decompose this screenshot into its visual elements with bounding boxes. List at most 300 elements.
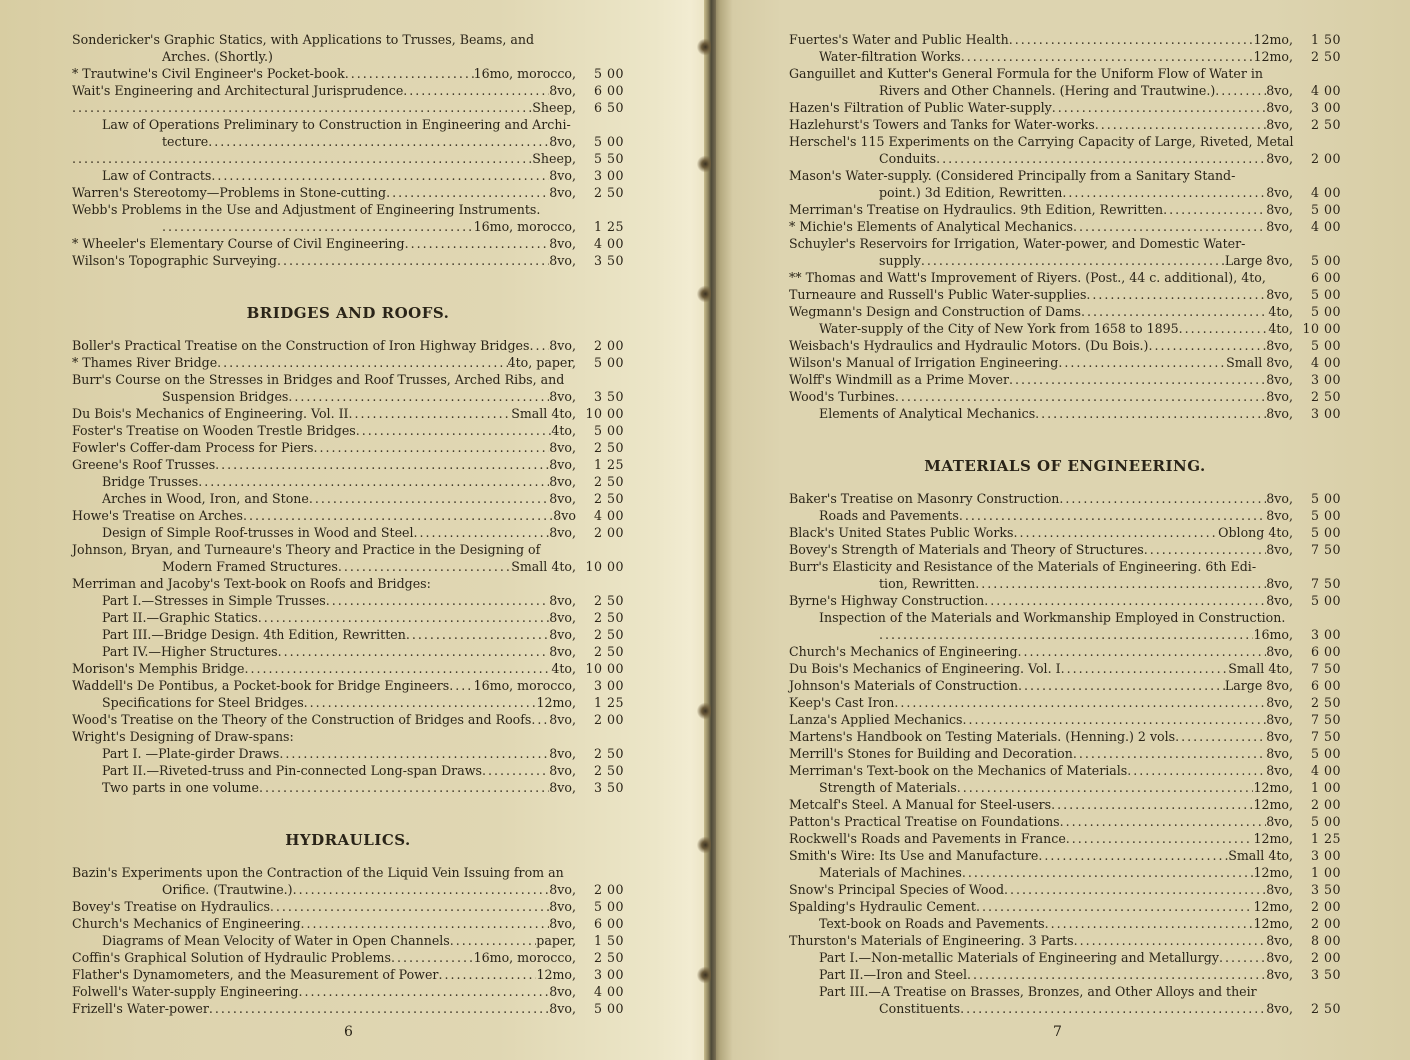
catalog-entry [72, 371, 624, 405]
entry-line [789, 813, 1341, 830]
entry-line [789, 1000, 1341, 1017]
dot-leader [962, 864, 1254, 881]
entry-line [72, 643, 624, 660]
entry-title: Byrne's Highway Construction [789, 593, 985, 608]
entry-price: 6 00 [593, 916, 624, 931]
entry-price: 7 50 [1310, 576, 1341, 591]
catalog-entry [789, 320, 1341, 337]
entry-price: 4 00 [1310, 83, 1341, 98]
entry-line [72, 388, 624, 405]
entry-title: Arches in Wood, Iron, and Stone [102, 491, 309, 506]
catalog-entry [72, 150, 624, 167]
entry-line [789, 507, 1341, 524]
catalog-entry [72, 643, 624, 660]
entry-price: 1 25 [593, 457, 624, 472]
entry-title: Herschel's 115 Experiments on the Carrying Capacity of Large, Riveted, Metal [789, 134, 1294, 149]
entry-price: 6 00 [593, 83, 624, 98]
entry-format: 8vo, [549, 763, 576, 778]
catalog-entry [72, 983, 624, 1000]
catalog-entry [789, 915, 1341, 932]
dot-leader [244, 660, 551, 677]
entry-title: Webb's Problems in the Use and Adjustment of Engineering Instruments. [72, 202, 541, 217]
entry-line [789, 915, 1341, 932]
entry-title: Black's United States Public Works [789, 525, 1014, 540]
entry-price: 1 25 [593, 219, 624, 234]
dot-leader [243, 507, 553, 524]
entry-title: Part III.—Bridge Design. 4th Edition, Rewritten [102, 627, 406, 642]
entry-line [789, 99, 1341, 116]
entry-line [789, 932, 1341, 949]
entry-price: 5 00 [1310, 525, 1341, 540]
staple-hole-icon [697, 285, 711, 303]
dot-leader [1052, 99, 1267, 116]
catalog-entry [72, 626, 624, 643]
entry-format: 16mo, morocco, [473, 678, 576, 693]
entry-title: Johnson, Bryan, and Turneaure's Theory and Practice in the Designing of [72, 542, 541, 557]
entry-price: 5 00 [1310, 508, 1341, 523]
dot-leader [961, 48, 1254, 65]
entry-format: 8vo, [1266, 219, 1293, 234]
entry-line [789, 371, 1341, 388]
entry-title: Strength of Materials [819, 780, 957, 795]
entry-price: 2 50 [593, 610, 624, 625]
entry-title: Merrill's Stones for Building and Decoration [789, 746, 1073, 761]
entry-line [789, 779, 1341, 796]
entry-format: Small 4to, [1228, 661, 1293, 676]
dot-leader [406, 626, 549, 643]
entry-title: Wright's Designing of Draw-spans: [72, 729, 294, 744]
entry-format: 12mo, [1253, 899, 1293, 914]
entry-title: Fuertes's Water and Public Health [789, 32, 1009, 47]
entry-price: 2 00 [593, 338, 624, 353]
entry-line [789, 728, 1341, 745]
entry-price: 2 50 [593, 491, 624, 506]
entry-line [789, 354, 1341, 371]
entry-line [72, 473, 624, 490]
entry-title: Arches. (Shortly.) [162, 49, 273, 64]
catalog-entry [72, 677, 624, 694]
entry-format: 4to, [551, 423, 576, 438]
entry-price: 6 50 [593, 100, 624, 115]
entry-title: Constituents [879, 1001, 961, 1016]
dot-leader [72, 150, 532, 167]
dot-leader [976, 898, 1253, 915]
dot-leader [293, 881, 550, 898]
entry-line [789, 575, 1341, 592]
entry-format: 8vo, [549, 627, 576, 642]
dot-leader [1018, 677, 1225, 694]
entry-format: 8vo, [549, 253, 576, 268]
dot-leader [1060, 813, 1267, 830]
catalog-entry [72, 422, 624, 439]
entry-line [72, 99, 624, 116]
entry-line [789, 745, 1341, 762]
entry-line [72, 966, 624, 983]
entry-price: 8 00 [1310, 933, 1341, 948]
entry-price: 7 50 [1310, 712, 1341, 727]
entry-line [789, 524, 1341, 541]
dot-leader [1095, 116, 1267, 133]
entry-title: Wilson's Topographic Surveying [72, 253, 277, 268]
entry-price: 3 00 [1310, 848, 1341, 863]
entry-format: 8vo, [1266, 729, 1293, 744]
dot-leader [414, 524, 550, 541]
entry-price: 4 00 [593, 236, 624, 251]
catalog-entry [789, 813, 1341, 830]
entry-price: 1 00 [1310, 865, 1341, 880]
dot-leader [1004, 881, 1266, 898]
entry-format: 4to, [551, 661, 576, 676]
entry-format: 8vo, [549, 610, 576, 625]
entry-line [72, 201, 624, 218]
entry-format: 12mo, [1253, 797, 1293, 812]
entry-format: 8vo, [1266, 372, 1293, 387]
entry-price: 7 50 [1310, 661, 1341, 676]
entry-format: 8vo, [1266, 491, 1293, 506]
entry-title: Merriman's Text-book on the Mechanics of Materials [789, 763, 1128, 778]
entry-format: 8vo, [1266, 406, 1293, 421]
catalog-entry [789, 966, 1341, 983]
entry-line [72, 218, 624, 235]
entry-line [789, 847, 1341, 864]
entry-title: Text-book on Roads and Pavements [819, 916, 1045, 931]
staple-hole-icon [697, 966, 711, 984]
catalog-entry [789, 660, 1341, 677]
dot-leader [1127, 762, 1266, 779]
entry-format: 8vo, [1266, 746, 1293, 761]
dot-leader [1144, 541, 1267, 558]
entry-title: Rockwell's Roads and Pavements in France [789, 831, 1066, 846]
entry-format: Oblong 4to, [1218, 525, 1293, 540]
entry-line [789, 150, 1341, 167]
entry-title: * Michie's Elements of Analytical Mechanics [789, 219, 1073, 234]
dot-leader [211, 167, 549, 184]
dot-leader [405, 235, 550, 252]
entry-format: 16mo, morocco, [473, 950, 576, 965]
dot-leader [301, 915, 550, 932]
entry-title: Bridge Trusses [102, 474, 199, 489]
entry-price: 7 50 [1310, 729, 1341, 744]
entry-title: Bovey's Treatise on Hydraulics [72, 899, 270, 914]
dot-leader [1215, 82, 1266, 99]
catalog-entry [789, 847, 1341, 864]
entry-format: Large 8vo, [1224, 678, 1293, 693]
entry-format: Large 8vo, [1224, 253, 1293, 268]
entry-line [789, 405, 1341, 422]
entry-line [789, 31, 1341, 48]
entry-format: 8vo, [549, 134, 576, 149]
section-heading: HYDRAULICS. [285, 831, 411, 849]
entry-price: 2 50 [593, 644, 624, 659]
entry-title: Howe's Treatise on Arches [72, 508, 244, 523]
entry-format: 8vo, [1266, 202, 1293, 217]
dot-leader [1009, 31, 1254, 48]
left-page-catalog [72, 31, 624, 1017]
entry-format: 12mo, [1253, 780, 1293, 795]
entry-format: 8vo, [1266, 508, 1293, 523]
entry-line [72, 592, 624, 609]
entry-title: Orifice. (Trautwine.) [162, 882, 293, 897]
dot-leader [304, 694, 537, 711]
entry-price: 7 50 [1310, 542, 1341, 557]
entry-title: Martens's Handbook on Testing Materials. (Henning.) 2 vols [789, 729, 1176, 744]
dot-leader [529, 337, 549, 354]
entry-format: paper, [536, 933, 576, 948]
dot-leader [391, 949, 474, 966]
entry-format: Small 8vo, [1226, 355, 1293, 370]
entry-line [72, 660, 624, 677]
entry-title: Modern Framed Structures [162, 559, 338, 574]
entry-title: Wegmann's Design and Construction of Dams [789, 304, 1082, 319]
entry-title: Rivers and Other Channels. (Hering and Trautwine.) [879, 83, 1216, 98]
catalog-entry [789, 932, 1341, 949]
dot-leader [259, 779, 549, 796]
dot-leader [936, 150, 1266, 167]
catalog-entry [789, 303, 1341, 320]
catalog-entry [72, 915, 624, 932]
entry-line [72, 1000, 624, 1017]
entry-price: 2 00 [593, 712, 624, 727]
entry-title: tion, Rewritten [879, 576, 976, 591]
entry-format: 12mo, [536, 695, 576, 710]
entry-price: 3 50 [1310, 882, 1341, 897]
entry-format: 8vo, [1266, 100, 1293, 115]
entry-price: 1 25 [1310, 831, 1341, 846]
dot-leader [277, 252, 549, 269]
dot-leader [258, 609, 550, 626]
entry-line [789, 201, 1341, 218]
entry-format: 8vo, [1266, 1001, 1293, 1016]
catalog-entry [72, 490, 624, 507]
dot-leader [449, 677, 473, 694]
entry-price: 2 50 [593, 763, 624, 778]
catalog-entry [789, 592, 1341, 609]
entry-line [72, 541, 624, 558]
dot-leader [963, 711, 1267, 728]
entry-title: tecture [162, 134, 209, 149]
entry-title: Coffin's Graphical Solution of Hydraulic Problems [72, 950, 391, 965]
entry-format: 8vo, [549, 712, 576, 727]
entry-title: Greene's Roof Trusses [72, 457, 216, 472]
dot-leader [482, 762, 549, 779]
entry-line [789, 167, 1341, 184]
entry-line [72, 762, 624, 779]
entry-format: 8vo, [1266, 185, 1293, 200]
entry-title: Keep's Cast Iron [789, 695, 895, 710]
entry-line [72, 558, 624, 575]
entry-line [72, 694, 624, 711]
dot-leader [1018, 643, 1267, 660]
entry-price: 5 00 [593, 66, 624, 81]
section-gap [72, 322, 624, 337]
catalog-entry [72, 337, 624, 354]
dot-leader [1163, 201, 1266, 218]
dot-leader [309, 490, 549, 507]
entry-line [72, 184, 624, 201]
entry-format: 16mo, morocco, [473, 66, 576, 81]
entry-title: Inspection of the Materials and Workmanship Employed in Construction. [819, 610, 1286, 625]
catalog-entry [72, 354, 624, 371]
entry-line [72, 609, 624, 626]
entry-line [789, 881, 1341, 898]
entry-line [72, 116, 624, 133]
entry-price: 2 00 [1310, 151, 1341, 166]
catalog-entry [789, 898, 1341, 915]
entry-title: Part I.—Non-metallic Materials of Engineering and Metallurgy [819, 950, 1219, 965]
entry-format: 8vo, [1266, 967, 1293, 982]
entry-format: 8vo, [549, 236, 576, 251]
catalog-entry [72, 31, 624, 65]
catalog-entry [789, 235, 1341, 269]
dot-leader [1013, 524, 1218, 541]
entry-format: 8vo, [549, 899, 576, 914]
section-gap [72, 849, 624, 864]
entry-title: Bazin's Experiments upon the Contraction of the Liquid Vein Issuing from an [72, 865, 564, 880]
entry-line [789, 558, 1341, 575]
entry-title: Water-filtration Works [819, 49, 961, 64]
catalog-entry [789, 881, 1341, 898]
dot-leader [894, 694, 1266, 711]
entry-price: 1 50 [1310, 32, 1341, 47]
entry-price: 2 50 [1310, 695, 1341, 710]
entry-line [789, 541, 1341, 558]
dot-leader [531, 711, 549, 728]
dot-leader [967, 966, 1266, 983]
catalog-entry [72, 711, 624, 728]
catalog-entry [789, 983, 1341, 1017]
catalog-entry [789, 371, 1341, 388]
entry-line [789, 235, 1341, 252]
entry-price: 2 00 [1310, 899, 1341, 914]
section-heading: MATERIALS OF ENGINEERING. [924, 457, 1206, 475]
entry-price: 5 00 [593, 899, 624, 914]
entry-title: Spalding's Hydraulic Cement [789, 899, 976, 914]
entry-price: 5 00 [593, 1001, 624, 1016]
entry-format: 8vo, [1266, 151, 1293, 166]
entry-line [72, 898, 624, 915]
entry-format: Sheep, [532, 100, 576, 115]
entry-format: 8vo, [1266, 593, 1293, 608]
section-gap [72, 796, 624, 832]
entry-format: 8vo, [1266, 950, 1293, 965]
entry-line [789, 65, 1341, 82]
dot-leader [278, 643, 550, 660]
entry-title: Schuyler's Reservoirs for Irrigation, Water-power, and Domestic Water- [789, 236, 1246, 251]
entry-price: 1 25 [593, 695, 624, 710]
entry-price: 3 00 [1310, 372, 1341, 387]
entry-format: 8vo, [1266, 763, 1293, 778]
entry-line [789, 711, 1341, 728]
entry-format: 8vo, [549, 780, 576, 795]
entry-title: Warren's Stereotomy—Problems in Stone-cutting [72, 185, 387, 200]
entry-format: Small 4to, [511, 559, 576, 574]
catalog-entry [789, 762, 1341, 779]
entry-line [789, 830, 1341, 847]
entry-price: 10 00 [585, 559, 624, 574]
entry-line [789, 694, 1341, 711]
entry-format: 8vo, [549, 168, 576, 183]
entry-title: Roads and Pavements [819, 508, 959, 523]
catalog-entry [789, 830, 1341, 847]
entry-format: 12mo, [536, 967, 576, 982]
entry-format: 8vo, [1266, 576, 1293, 591]
entry-title: Part IV.—Higher Structures [102, 644, 278, 659]
catalog-entry [72, 82, 624, 99]
entry-line [72, 371, 624, 388]
entry-title: Materials of Machines [819, 865, 962, 880]
entry-price: 2 00 [593, 525, 624, 540]
catalog-entry [72, 201, 624, 235]
entry-price: 4 00 [593, 508, 624, 523]
catalog-entry [72, 932, 624, 949]
catalog-entry [72, 99, 624, 116]
entry-line [72, 983, 624, 1000]
entry-price: 1 00 [1310, 780, 1341, 795]
section-gap [72, 269, 624, 305]
entry-line [789, 490, 1341, 507]
staple-hole-icon [697, 155, 711, 173]
entry-price: 2 50 [593, 593, 624, 608]
dot-leader [72, 99, 532, 116]
catalog-entry [72, 184, 624, 201]
catalog-entry [789, 711, 1341, 728]
entry-title: Part II.—Graphic Statics [102, 610, 258, 625]
entry-price: 3 00 [1310, 406, 1341, 421]
entry-price: 3 50 [593, 780, 624, 795]
entry-price: 2 50 [1310, 49, 1341, 64]
catalog-entry [789, 337, 1341, 354]
dot-leader [960, 1000, 1266, 1017]
entry-format: 12mo, [1253, 49, 1293, 64]
entry-price: 3 00 [593, 168, 624, 183]
dot-leader [1035, 405, 1266, 422]
entry-format: 8vo, [549, 644, 576, 659]
entry-line [72, 490, 624, 507]
catalog-entry [72, 541, 624, 575]
entry-line [789, 660, 1341, 677]
dot-leader [1073, 745, 1266, 762]
entry-price: 2 50 [1310, 389, 1341, 404]
entry-title: Part I. —Plate-girder Draws [102, 746, 280, 761]
entry-price: 10 00 [1302, 321, 1341, 336]
entry-line [789, 184, 1341, 201]
entry-format: 8vo, [1266, 542, 1293, 557]
dot-leader [959, 507, 1266, 524]
entry-format: 8vo, [549, 593, 576, 608]
entry-line [72, 745, 624, 762]
entry-price: 2 00 [1310, 797, 1341, 812]
page-number-right: 7 [1053, 1024, 1062, 1040]
entry-line [789, 983, 1341, 1000]
entry-title: Du Bois's Mechanics of Engineering. Vol. I [789, 661, 1061, 676]
dot-leader [1009, 371, 1266, 388]
dot-leader [299, 983, 550, 1000]
catalog-entry [789, 541, 1341, 558]
entry-line [72, 949, 624, 966]
catalog-entry [789, 218, 1341, 235]
dot-leader [162, 218, 474, 235]
catalog-entry [72, 439, 624, 456]
entry-format: 12mo, [1253, 831, 1293, 846]
catalog-entry [789, 796, 1341, 813]
catalog-entry [72, 779, 624, 796]
entry-line [789, 609, 1341, 626]
entry-format: 8vo, [549, 83, 576, 98]
entry-price: 10 00 [585, 406, 624, 421]
entry-title: Turneaure and Russell's Public Water-supplies [789, 287, 1087, 302]
entry-line [789, 320, 1341, 337]
entry-line [72, 881, 624, 898]
